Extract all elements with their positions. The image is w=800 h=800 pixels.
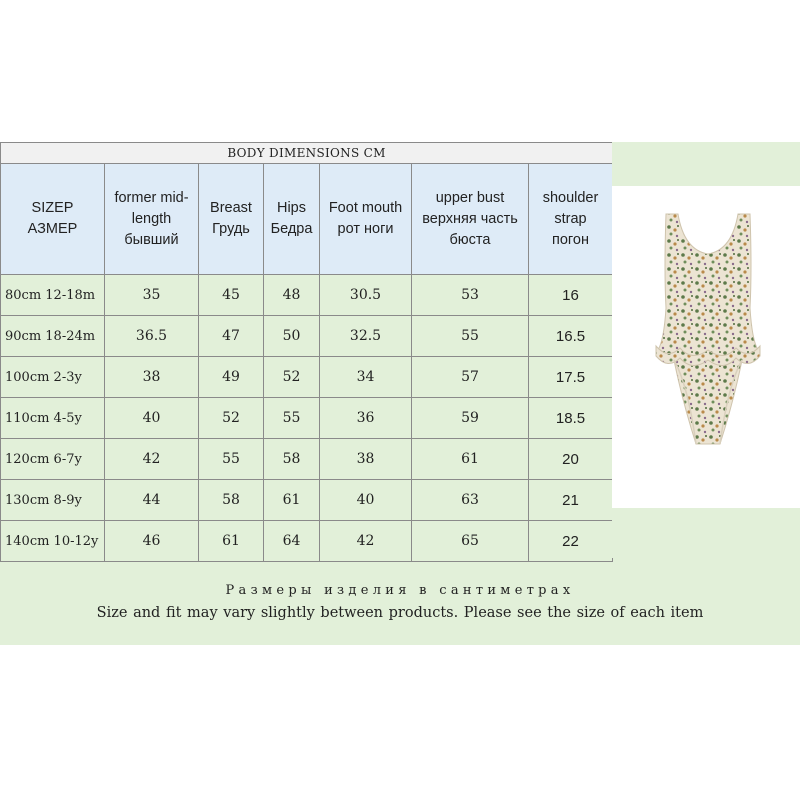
note-russian: Размеры изделия в сантиметрах [225,583,575,598]
cell-former-mid-length: 44 [105,480,199,521]
cell-former-mid-length: 36.5 [105,316,199,357]
header-size [1,164,105,275]
cell-foot-mouth: 42 [320,521,412,562]
cell-upper-bust: 63 [412,480,529,521]
header-line: former mid- [114,189,189,206]
cell-former-mid-length: 40 [105,398,199,439]
cell-size: 100cm 2-3y [1,357,105,398]
cell-hips: 58 [264,439,320,480]
cell-shoulder-strap: 21 [529,480,613,521]
header-line: upper bust [435,189,505,206]
cell-hips: 64 [264,521,320,562]
cell-upper-bust: 53 [412,275,529,316]
cell-size: 110cm 4-5y [1,398,105,439]
header-line: рот ноги [337,221,394,237]
header-line: strap [554,210,587,227]
table-row [1,480,613,521]
cell-breast: 55 [199,439,264,480]
title-row [1,143,613,164]
header-line: АЗМЕР [27,221,78,237]
cell-former-mid-length: 35 [105,275,199,316]
header-line: length [131,210,172,227]
cell-shoulder-strap: 16.5 [529,316,613,357]
cell-breast: 45 [199,275,264,316]
table-row [1,275,613,316]
product-panel-bottom [612,508,800,558]
top-margin [0,0,800,142]
cell-foot-mouth: 38 [320,439,412,480]
header-line: Foot mouth [328,200,403,216]
cell-size: 130cm 8-9y [1,480,105,521]
header-line: Бедра [270,221,313,237]
header-line: Грудь [212,221,250,237]
cell-upper-bust: 65 [412,521,529,562]
cell-shoulder-strap: 18.5 [529,398,613,439]
cell-upper-bust: 61 [412,439,529,480]
table-row [1,316,613,357]
header-line: погон [552,231,589,248]
cell-hips: 52 [264,357,320,398]
cell-hips: 55 [264,398,320,439]
header-former-mid-length [105,164,199,275]
cell-foot-mouth: 32.5 [320,316,412,357]
cell-upper-bust: 55 [412,316,529,357]
cell-upper-bust: 57 [412,357,529,398]
cell-size: 90cm 18-24m [1,316,105,357]
cell-size: 120cm 6-7y [1,439,105,480]
floral-swimsuit-icon [638,210,778,450]
cell-upper-bust: 59 [412,398,529,439]
cell-former-mid-length: 38 [105,357,199,398]
cell-breast: 47 [199,316,264,357]
cell-foot-mouth: 40 [320,480,412,521]
cell-foot-mouth: 30.5 [320,275,412,316]
header-line: бывший [124,231,179,248]
header-hips [264,164,320,275]
cell-hips: 48 [264,275,320,316]
cell-former-mid-length: 42 [105,439,199,480]
cell-foot-mouth: 36 [320,398,412,439]
header-upper-bust [412,164,529,275]
cell-breast: 49 [199,357,264,398]
header-line: бюста [449,231,491,248]
note-english: Size and fit may vary slightly between products. Please see the size of each item [96,605,704,621]
table-row [1,357,613,398]
cell-breast: 61 [199,521,264,562]
size-chart-table [0,142,613,562]
header-line: shoulder [542,189,599,206]
header-breast [199,164,264,275]
cell-breast: 52 [199,398,264,439]
cell-foot-mouth: 34 [320,357,412,398]
cell-hips: 61 [264,480,320,521]
header-line: Breast [210,200,252,216]
cell-former-mid-length: 46 [105,521,199,562]
notes-section [0,580,800,624]
header-line: SIZEP [31,200,74,216]
cell-breast: 58 [199,480,264,521]
header-line: верхняя часть [422,210,518,227]
header-shoulder-strap [529,164,613,275]
header-foot-mouth [320,164,412,275]
table-row [1,521,613,562]
product-panel-top [612,142,800,186]
cell-shoulder-strap: 17.5 [529,357,613,398]
header-line: Hips [276,200,306,216]
table-row [1,398,613,439]
cell-size: 140cm 10-12y [1,521,105,562]
cell-hips: 50 [264,316,320,357]
cell-shoulder-strap: 22 [529,521,613,562]
cell-shoulder-strap: 20 [529,439,613,480]
cell-size: 80cm 12-18m [1,275,105,316]
cell-shoulder-strap: 16 [529,275,613,316]
table-row [1,439,613,480]
header-row [1,164,613,275]
table-title: BODY DIMENSIONS CM [1,143,613,164]
